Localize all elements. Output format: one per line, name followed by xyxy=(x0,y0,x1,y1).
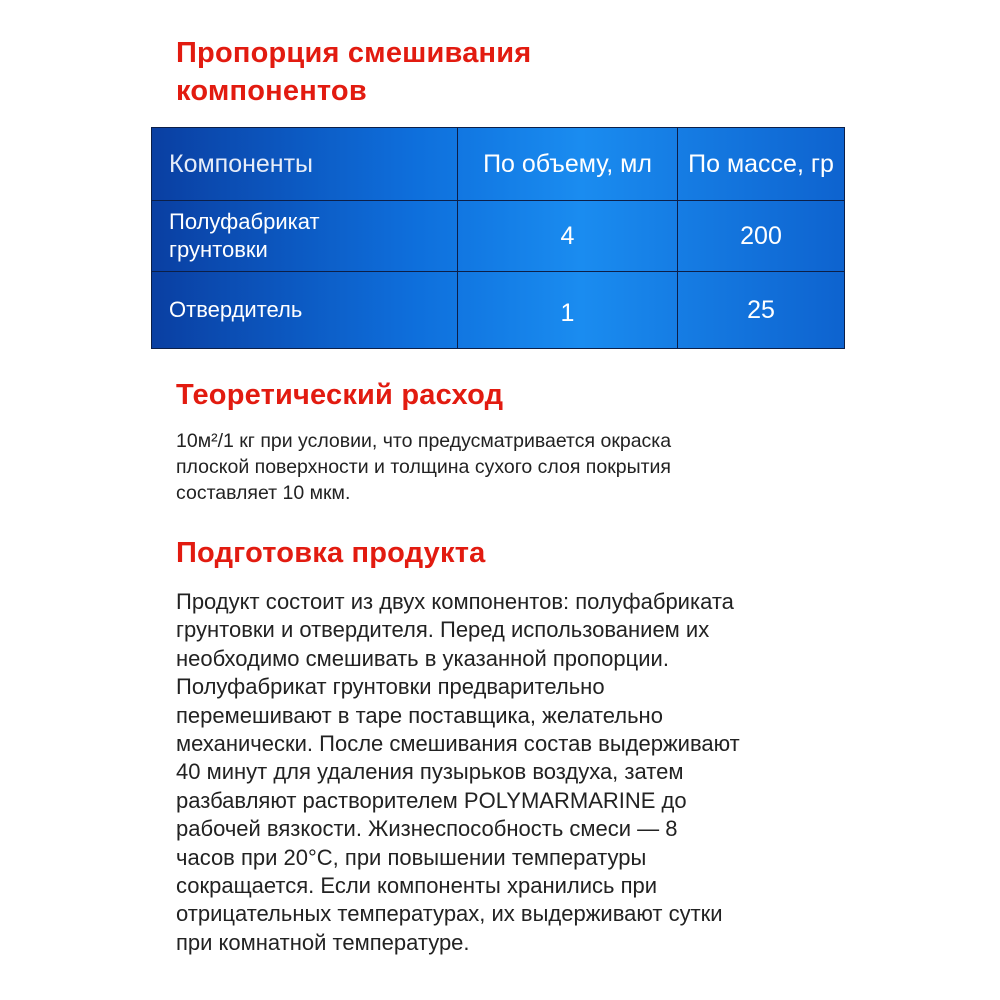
cell-hardener-mass: 25 xyxy=(678,272,845,349)
cell-primer-volume: 4 xyxy=(458,201,678,272)
preparation-text: Продукт состоит из двух компонентов: полуфабриката грунтовки и отвердителя. Перед использованием их необходимо смешивать в указанной пропорции. Полуфабрикат грунтовки предварительно перемешивают в таре поставщика, желательно механически. После смешивания состав выдерживают 40 минут для удаления пузырьков воздуха, затем разбавляют растворителем POLYMARMARINE до рабочей вязкости. Жизнеспособность смеси — 8 часов при 20°С, при повышении температуры сокращается. Если компоненты хранились при отрицательных температурах, их выдерживают сутки при комнатной температуре. xyxy=(176,589,740,955)
cell-hardener-volume: 1 xyxy=(458,272,678,349)
table-row xyxy=(152,201,845,272)
header-components: Компоненты xyxy=(152,128,458,201)
mix-proportion-heading: Пропорция смешивания компонентов xyxy=(176,37,532,107)
cell-primer-mass: 200 xyxy=(678,201,845,272)
consumption-text: 10м²/1 кг при условии, что предусматривается окраска плоской поверхности и толщина сухого слоя покрытия составляет 10 мкм. xyxy=(176,430,672,504)
table-row xyxy=(152,272,845,349)
theoretical-consumption-heading: Теоретический расход xyxy=(176,379,504,411)
table-header-row xyxy=(152,128,845,201)
header-by-mass: По массе, гр xyxy=(678,128,845,201)
header-by-volume: По объему, мл xyxy=(458,128,678,201)
mix-proportion-table xyxy=(151,127,845,349)
cell-component-hardener: Отвердитель xyxy=(152,272,458,349)
product-preparation-heading: Подготовка продукта xyxy=(176,537,486,569)
cell-component-primer: Полуфабрикат грунтовки xyxy=(152,201,458,272)
